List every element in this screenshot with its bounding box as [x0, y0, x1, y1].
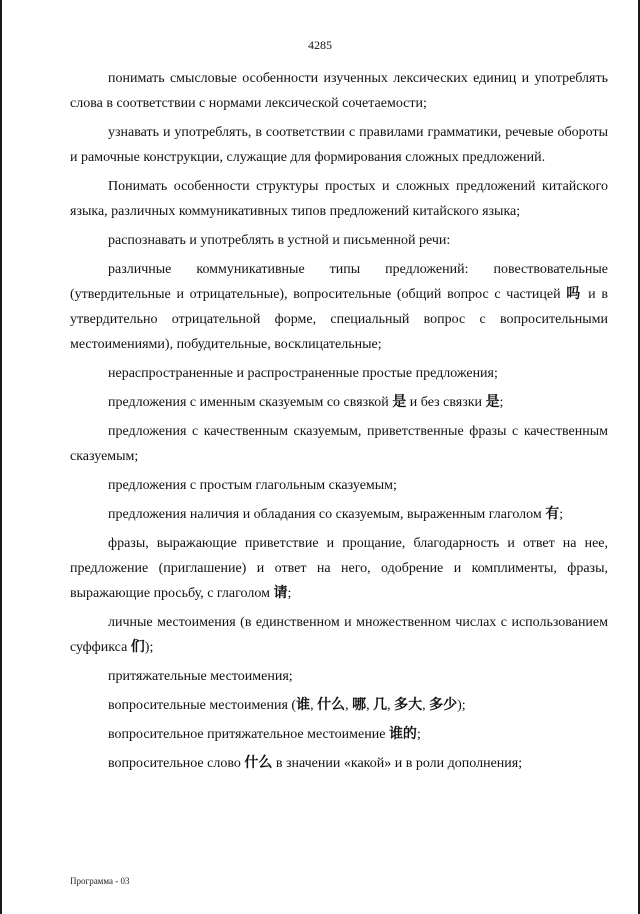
paragraph-interrogative-word: вопросительное слово 什么 в значении «какой» и в роли дополнения; [108, 755, 523, 771]
paragraph-nominal-predicate: предложения с именным сказуемым со связкой 是 и без связки 是; [108, 394, 504, 410]
paragraph-recognize-use: распознавать и употреблять в устной и письменной речи: [108, 233, 451, 248]
paragraph-qualitative-predicate: предложения с качественным сказуемым, приветственные фразы с качественным сказуемым; [70, 424, 608, 464]
chinese-characters: 请 [273, 585, 288, 601]
paragraph-existence-possession: предложения наличия и обладания со сказуемым, выраженным глаголом 有; [108, 506, 564, 522]
paragraph-possessive-pronouns: притяжательные местоимения; [108, 669, 293, 684]
scan-edge-left [0, 0, 2, 914]
chinese-characters: 多少 [429, 697, 458, 713]
paragraph-simple-sentences: нераспространенные и распространенные простые предложения; [108, 366, 498, 381]
chinese-characters: 们 [130, 639, 145, 655]
paragraph-lexical-units: понимать смысловые особенности изученных лексических единиц и употреблять слова в соответствии с нормами лексической сочетаемости; [70, 71, 608, 111]
chinese-characters: 是 [392, 394, 407, 410]
paragraph-communicative-types: различные коммуникативные типы предложений: повествовательные (утвердительные и отрицательные), вопросительные (общий вопрос с частицей 吗 и в утвердительно отрицательной форме, специальный вопрос с вопросительными местоимениями), побудительные, восклицательные; [70, 262, 608, 352]
page-number: 4285 [308, 38, 332, 52]
paragraph-personal-pronouns: личные местоимения (в единственном и множественном числах с использованием суффикса 们); [70, 615, 608, 655]
paragraph-sentence-structure: Понимать особенности структуры простых и сложных предложений китайского языка, различных коммуникативных типов предложений китайского языка; [70, 179, 608, 219]
chinese-characters: 什么 [317, 697, 346, 713]
chinese-characters: 谁的 [388, 726, 417, 742]
document-body [70, 66, 608, 780]
chinese-characters: 谁 [296, 697, 311, 713]
footer-label: Программа - 03 [70, 876, 130, 886]
chinese-characters: 吗 [566, 286, 583, 302]
chinese-characters: 多大 [394, 697, 423, 713]
chinese-characters: 几 [373, 697, 388, 713]
paragraph-interrogative-pronouns: вопросительные местоимения (谁, 什么, 哪, 几, 多大, 多少); [108, 697, 466, 713]
chinese-characters: 什么 [244, 755, 273, 771]
paragraph-verbal-predicate: предложения с простым глагольным сказуемым; [108, 478, 397, 493]
paragraph-speech-turns: узнавать и употреблять, в соответствии с правилами грамматики, речевые обороты и рамочные конструкции, служащие для формирования сложных предложений. [70, 125, 608, 165]
paragraph-interrogative-possessive: вопросительное притяжательное местоимение 谁的; [108, 726, 421, 742]
chinese-characters: 有 [545, 506, 560, 522]
paragraph-phrases: фразы, выражающие приветствие и прощание, благодарность и ответ на нее, предложение (приглашение) и ответ на него, одобрение и комплименты, фразы, выражающие просьбу, с глаголом 请; [70, 536, 608, 601]
chinese-characters: 哪 [352, 697, 367, 713]
chinese-characters: 是 [485, 394, 500, 410]
